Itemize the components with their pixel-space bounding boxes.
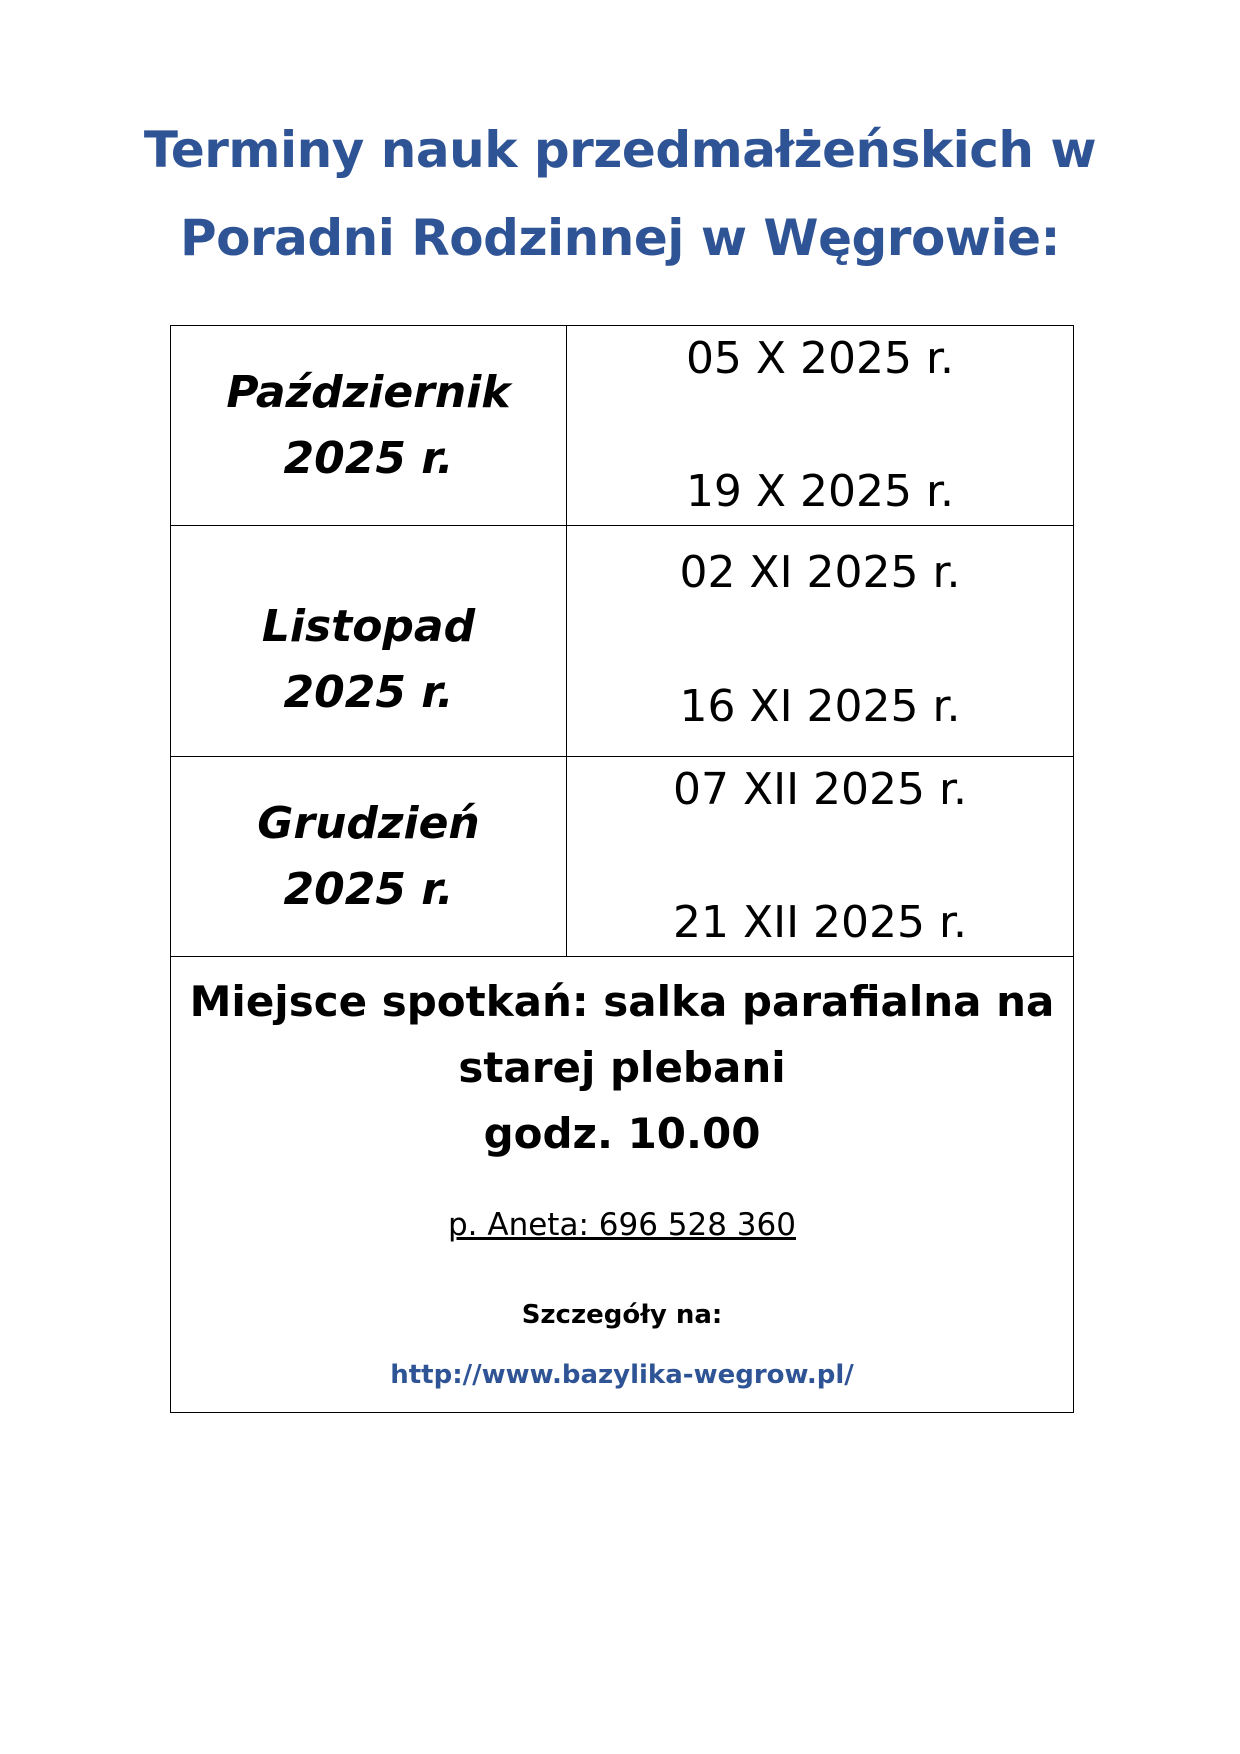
month-label	[171, 360, 566, 492]
schedule-table	[170, 325, 1074, 1413]
month-label	[171, 791, 566, 923]
meeting-date: 02 XI 2025 r.	[679, 547, 961, 598]
month-year: 2025 r.	[283, 433, 454, 484]
page-title-line-1: Terminy nauk przedmałżeńskich w	[143, 121, 1097, 179]
month-name: Listopad	[261, 601, 476, 652]
meeting-place-line-1: Miejsce spotkań: salka parafialna na	[189, 977, 1055, 1026]
contact-phone	[171, 1205, 1073, 1245]
page-title-line-2: Poradni Rodzinnej w Węgrowie:	[179, 209, 1061, 267]
meeting-date: 16 XI 2025 r.	[679, 681, 961, 732]
dates-cell	[567, 757, 1073, 956]
details-link[interactable]: http://www.bazylika-wegrow.pl/	[390, 1360, 854, 1390]
schedule-row-november	[171, 526, 1073, 757]
month-cell	[171, 757, 567, 956]
dates-cell	[567, 326, 1073, 525]
month-cell	[171, 326, 567, 525]
dates-cell	[567, 526, 1073, 756]
schedule-row-december	[171, 757, 1073, 957]
meeting-date: 07 XII 2025 r.	[672, 764, 968, 815]
meeting-date: 05 X 2025 r.	[685, 333, 955, 384]
page-title	[0, 106, 1240, 282]
month-year: 2025 r.	[283, 667, 454, 718]
month-name: Grudzień	[257, 798, 480, 849]
month-year: 2025 r.	[283, 864, 454, 915]
schedule-row-october	[171, 326, 1073, 526]
meeting-date: 19 X 2025 r.	[685, 466, 955, 517]
meeting-date: 21 XII 2025 r.	[672, 897, 968, 948]
meeting-info	[171, 957, 1073, 1414]
month-name: Październik	[226, 367, 511, 418]
meeting-place-line-2: starej plebani	[458, 1043, 786, 1092]
meeting-place	[171, 969, 1073, 1167]
month-cell	[171, 526, 567, 756]
details-label: Szczegóły na:	[521, 1300, 723, 1330]
meeting-time: godz. 10.00	[483, 1109, 761, 1158]
contact-phone-text: p. Aneta: 696 528 360	[448, 1207, 796, 1243]
month-label	[171, 594, 566, 726]
